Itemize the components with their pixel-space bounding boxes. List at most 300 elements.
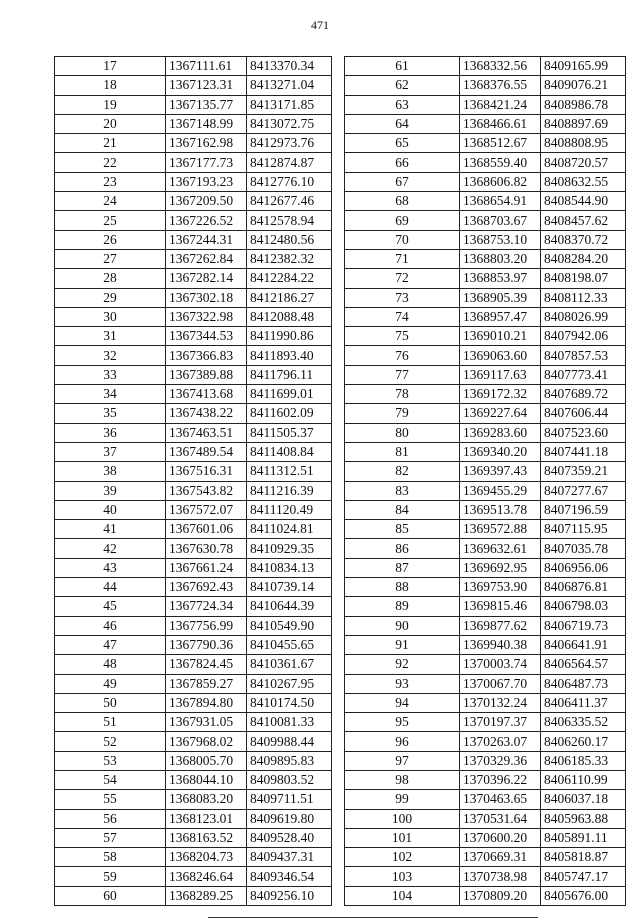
point-number-cell: 71 xyxy=(345,249,460,268)
x-coordinate-cell: 1367572.07 xyxy=(166,500,247,519)
table-row xyxy=(345,635,626,654)
y-coordinate-cell: 8413072.75 xyxy=(247,114,332,133)
table-row xyxy=(55,867,332,886)
x-coordinate-cell: 1367516.31 xyxy=(166,462,247,481)
table-row xyxy=(345,57,626,76)
table-row xyxy=(55,597,332,616)
y-coordinate-cell: 8411990.86 xyxy=(247,327,332,346)
x-coordinate-cell: 1367162.98 xyxy=(166,134,247,153)
y-coordinate-cell: 8408284.20 xyxy=(541,249,626,268)
bottom-rule xyxy=(208,917,538,918)
x-coordinate-cell: 1368421.24 xyxy=(460,95,541,114)
table-row xyxy=(55,385,332,404)
point-number-cell: 50 xyxy=(55,693,166,712)
point-number-cell: 94 xyxy=(345,693,460,712)
x-coordinate-cell: 1370669.31 xyxy=(460,848,541,867)
y-coordinate-cell: 8405676.00 xyxy=(541,886,626,905)
y-coordinate-cell: 8405747.17 xyxy=(541,867,626,886)
point-number-cell: 86 xyxy=(345,539,460,558)
x-coordinate-cell: 1369753.90 xyxy=(460,578,541,597)
table-row xyxy=(345,809,626,828)
point-number-cell: 23 xyxy=(55,172,166,191)
point-number-cell: 72 xyxy=(345,269,460,288)
point-number-cell: 91 xyxy=(345,635,460,654)
table-row xyxy=(345,288,626,307)
y-coordinate-cell: 8413370.34 xyxy=(247,57,332,76)
y-coordinate-cell: 8411505.37 xyxy=(247,423,332,442)
point-number-cell: 28 xyxy=(55,269,166,288)
x-coordinate-cell: 1368083.20 xyxy=(166,790,247,809)
table-row xyxy=(345,114,626,133)
table-row xyxy=(55,307,332,326)
x-coordinate-cell: 1367413.68 xyxy=(166,385,247,404)
point-number-cell: 88 xyxy=(345,578,460,597)
table-row xyxy=(55,211,332,230)
x-coordinate-cell: 1370738.98 xyxy=(460,867,541,886)
table-row xyxy=(345,597,626,616)
x-coordinate-cell: 1367244.31 xyxy=(166,230,247,249)
point-number-cell: 81 xyxy=(345,442,460,461)
x-coordinate-cell: 1370197.37 xyxy=(460,713,541,732)
y-coordinate-cell: 8405818.87 xyxy=(541,848,626,867)
x-coordinate-cell: 1367438.22 xyxy=(166,404,247,423)
x-coordinate-cell: 1367344.53 xyxy=(166,327,247,346)
x-coordinate-cell: 1370600.20 xyxy=(460,828,541,847)
table-row xyxy=(345,790,626,809)
point-number-cell: 43 xyxy=(55,558,166,577)
point-number-cell: 42 xyxy=(55,539,166,558)
point-number-cell: 49 xyxy=(55,674,166,693)
point-number-cell: 78 xyxy=(345,385,460,404)
y-coordinate-cell: 8409437.31 xyxy=(247,848,332,867)
y-coordinate-cell: 8409256.10 xyxy=(247,886,332,905)
y-coordinate-cell: 8406411.37 xyxy=(541,693,626,712)
table-row xyxy=(345,423,626,442)
table-row xyxy=(55,462,332,481)
table-row xyxy=(55,520,332,539)
point-number-cell: 99 xyxy=(345,790,460,809)
y-coordinate-cell: 8406185.33 xyxy=(541,751,626,770)
y-coordinate-cell: 8411699.01 xyxy=(247,385,332,404)
x-coordinate-cell: 1368332.56 xyxy=(460,57,541,76)
x-coordinate-cell: 1367543.82 xyxy=(166,481,247,500)
x-coordinate-cell: 1369940.38 xyxy=(460,635,541,654)
table-row xyxy=(345,404,626,423)
table-row xyxy=(55,95,332,114)
table-row xyxy=(55,578,332,597)
table-row xyxy=(345,462,626,481)
table-row xyxy=(55,500,332,519)
x-coordinate-cell: 1369227.64 xyxy=(460,404,541,423)
table-row xyxy=(345,95,626,114)
table-row xyxy=(55,57,332,76)
y-coordinate-cell: 8408897.69 xyxy=(541,114,626,133)
y-coordinate-cell: 8412480.56 xyxy=(247,230,332,249)
point-number-cell: 84 xyxy=(345,500,460,519)
y-coordinate-cell: 8411216.39 xyxy=(247,481,332,500)
point-number-cell: 56 xyxy=(55,809,166,828)
point-number-cell: 32 xyxy=(55,346,166,365)
y-coordinate-cell: 8408720.57 xyxy=(541,153,626,172)
table-row xyxy=(345,770,626,789)
table-row xyxy=(55,770,332,789)
table-row xyxy=(55,423,332,442)
table-row xyxy=(55,346,332,365)
point-number-cell: 66 xyxy=(345,153,460,172)
x-coordinate-cell: 1369513.78 xyxy=(460,500,541,519)
y-coordinate-cell: 8409988.44 xyxy=(247,732,332,751)
x-coordinate-cell: 1369692.95 xyxy=(460,558,541,577)
x-coordinate-cell: 1369010.21 xyxy=(460,327,541,346)
table-row xyxy=(345,848,626,867)
point-number-cell: 24 xyxy=(55,192,166,211)
table-row xyxy=(345,327,626,346)
point-number-cell: 87 xyxy=(345,558,460,577)
x-coordinate-cell: 1368803.20 xyxy=(460,249,541,268)
table-row xyxy=(55,732,332,751)
point-number-cell: 51 xyxy=(55,713,166,732)
table-row xyxy=(345,230,626,249)
y-coordinate-cell: 8411120.49 xyxy=(247,500,332,519)
table-row xyxy=(345,616,626,635)
point-number-cell: 73 xyxy=(345,288,460,307)
x-coordinate-cell: 1368753.10 xyxy=(460,230,541,249)
table-row xyxy=(345,500,626,519)
table-row xyxy=(55,751,332,770)
table-row xyxy=(55,635,332,654)
y-coordinate-cell: 8413171.85 xyxy=(247,95,332,114)
y-coordinate-cell: 8409076.21 xyxy=(541,76,626,95)
table-row xyxy=(55,558,332,577)
y-coordinate-cell: 8411893.40 xyxy=(247,346,332,365)
y-coordinate-cell: 8408632.55 xyxy=(541,172,626,191)
table-row xyxy=(345,153,626,172)
x-coordinate-cell: 1367262.84 xyxy=(166,249,247,268)
y-coordinate-cell: 8406260.17 xyxy=(541,732,626,751)
y-coordinate-cell: 8409619.80 xyxy=(247,809,332,828)
y-coordinate-cell: 8407689.72 xyxy=(541,385,626,404)
x-coordinate-cell: 1367601.06 xyxy=(166,520,247,539)
table-row xyxy=(55,249,332,268)
x-coordinate-cell: 1367123.31 xyxy=(166,76,247,95)
x-coordinate-cell: 1368957.47 xyxy=(460,307,541,326)
table-row xyxy=(55,76,332,95)
y-coordinate-cell: 8412973.76 xyxy=(247,134,332,153)
table-row xyxy=(55,713,332,732)
x-coordinate-cell: 1367282.14 xyxy=(166,269,247,288)
point-number-cell: 53 xyxy=(55,751,166,770)
table-row xyxy=(55,404,332,423)
x-coordinate-cell: 1370329.36 xyxy=(460,751,541,770)
table-row xyxy=(345,346,626,365)
y-coordinate-cell: 8406110.99 xyxy=(541,770,626,789)
x-coordinate-cell: 1370132.24 xyxy=(460,693,541,712)
table-row xyxy=(345,481,626,500)
point-number-cell: 46 xyxy=(55,616,166,635)
y-coordinate-cell: 8410929.35 xyxy=(247,539,332,558)
point-number-cell: 103 xyxy=(345,867,460,886)
table-row xyxy=(345,249,626,268)
y-coordinate-cell: 8406564.57 xyxy=(541,655,626,674)
x-coordinate-cell: 1367894.80 xyxy=(166,693,247,712)
table-row xyxy=(55,848,332,867)
y-coordinate-cell: 8408112.33 xyxy=(541,288,626,307)
table-row xyxy=(345,732,626,751)
x-coordinate-cell: 1368559.40 xyxy=(460,153,541,172)
point-number-cell: 89 xyxy=(345,597,460,616)
point-number-cell: 35 xyxy=(55,404,166,423)
x-coordinate-cell: 1369063.60 xyxy=(460,346,541,365)
y-coordinate-cell: 8406335.52 xyxy=(541,713,626,732)
table-row xyxy=(345,520,626,539)
table-row xyxy=(55,616,332,635)
x-coordinate-cell: 1370067.70 xyxy=(460,674,541,693)
table-row xyxy=(345,693,626,712)
table-row xyxy=(345,751,626,770)
y-coordinate-cell: 8407035.78 xyxy=(541,539,626,558)
point-number-cell: 25 xyxy=(55,211,166,230)
point-number-cell: 100 xyxy=(345,809,460,828)
point-number-cell: 74 xyxy=(345,307,460,326)
y-coordinate-cell: 8406719.73 xyxy=(541,616,626,635)
y-coordinate-cell: 8410455.65 xyxy=(247,635,332,654)
point-number-cell: 67 xyxy=(345,172,460,191)
x-coordinate-cell: 1370263.07 xyxy=(460,732,541,751)
x-coordinate-cell: 1369172.32 xyxy=(460,385,541,404)
x-coordinate-cell: 1368606.82 xyxy=(460,172,541,191)
point-number-cell: 20 xyxy=(55,114,166,133)
y-coordinate-cell: 8407196.59 xyxy=(541,500,626,519)
x-coordinate-cell: 1367226.52 xyxy=(166,211,247,230)
point-number-cell: 63 xyxy=(345,95,460,114)
point-number-cell: 90 xyxy=(345,616,460,635)
x-coordinate-cell: 1369572.88 xyxy=(460,520,541,539)
x-coordinate-cell: 1368204.73 xyxy=(166,848,247,867)
x-coordinate-cell: 1369397.43 xyxy=(460,462,541,481)
x-coordinate-cell: 1367302.18 xyxy=(166,288,247,307)
y-coordinate-cell: 8409711.51 xyxy=(247,790,332,809)
x-coordinate-cell: 1368703.67 xyxy=(460,211,541,230)
y-coordinate-cell: 8410267.95 xyxy=(247,674,332,693)
table-row xyxy=(55,809,332,828)
point-number-cell: 21 xyxy=(55,134,166,153)
x-coordinate-cell: 1368289.25 xyxy=(166,886,247,905)
x-coordinate-cell: 1367931.05 xyxy=(166,713,247,732)
point-number-cell: 61 xyxy=(345,57,460,76)
y-coordinate-cell: 8407523.60 xyxy=(541,423,626,442)
table-row xyxy=(345,134,626,153)
table-row xyxy=(345,578,626,597)
point-number-cell: 69 xyxy=(345,211,460,230)
y-coordinate-cell: 8412382.32 xyxy=(247,249,332,268)
table-row xyxy=(345,307,626,326)
y-coordinate-cell: 8410081.33 xyxy=(247,713,332,732)
x-coordinate-cell: 1368853.97 xyxy=(460,269,541,288)
y-coordinate-cell: 8410174.50 xyxy=(247,693,332,712)
point-number-cell: 58 xyxy=(55,848,166,867)
y-coordinate-cell: 8409346.54 xyxy=(247,867,332,886)
x-coordinate-cell: 1367135.77 xyxy=(166,95,247,114)
y-coordinate-cell: 8411024.81 xyxy=(247,520,332,539)
table-row xyxy=(345,211,626,230)
table-row xyxy=(55,828,332,847)
y-coordinate-cell: 8409165.99 xyxy=(541,57,626,76)
table-row xyxy=(55,481,332,500)
point-number-cell: 47 xyxy=(55,635,166,654)
y-coordinate-cell: 8406037.18 xyxy=(541,790,626,809)
x-coordinate-cell: 1370463.65 xyxy=(460,790,541,809)
x-coordinate-cell: 1367148.99 xyxy=(166,114,247,133)
y-coordinate-cell: 8411408.84 xyxy=(247,442,332,461)
y-coordinate-cell: 8409803.52 xyxy=(247,770,332,789)
y-coordinate-cell: 8406956.06 xyxy=(541,558,626,577)
table-row xyxy=(55,192,332,211)
table-row xyxy=(55,539,332,558)
point-number-cell: 104 xyxy=(345,886,460,905)
x-coordinate-cell: 1370003.74 xyxy=(460,655,541,674)
x-coordinate-cell: 1367209.50 xyxy=(166,192,247,211)
point-number-cell: 36 xyxy=(55,423,166,442)
x-coordinate-cell: 1368044.10 xyxy=(166,770,247,789)
point-number-cell: 77 xyxy=(345,365,460,384)
point-number-cell: 55 xyxy=(55,790,166,809)
table-row xyxy=(55,886,332,905)
x-coordinate-cell: 1368376.55 xyxy=(460,76,541,95)
x-coordinate-cell: 1370809.20 xyxy=(460,886,541,905)
x-coordinate-cell: 1367489.54 xyxy=(166,442,247,461)
y-coordinate-cell: 8407359.21 xyxy=(541,462,626,481)
table-row xyxy=(55,442,332,461)
point-number-cell: 101 xyxy=(345,828,460,847)
table-row xyxy=(345,385,626,404)
point-number-cell: 83 xyxy=(345,481,460,500)
table-row xyxy=(55,172,332,191)
x-coordinate-cell: 1368123.01 xyxy=(166,809,247,828)
x-coordinate-cell: 1369283.60 xyxy=(460,423,541,442)
y-coordinate-cell: 8412186.27 xyxy=(247,288,332,307)
table-row xyxy=(345,365,626,384)
coordinates-table-right xyxy=(344,56,626,906)
x-coordinate-cell: 1367724.34 xyxy=(166,597,247,616)
y-coordinate-cell: 8408808.95 xyxy=(541,134,626,153)
point-number-cell: 44 xyxy=(55,578,166,597)
y-coordinate-cell: 8408198.07 xyxy=(541,269,626,288)
table-row xyxy=(55,693,332,712)
x-coordinate-cell: 1367366.83 xyxy=(166,346,247,365)
table-row xyxy=(55,134,332,153)
point-number-cell: 60 xyxy=(55,886,166,905)
y-coordinate-cell: 8412776.10 xyxy=(247,172,332,191)
table-row xyxy=(345,76,626,95)
point-number-cell: 96 xyxy=(345,732,460,751)
y-coordinate-cell: 8410834.13 xyxy=(247,558,332,577)
point-number-cell: 22 xyxy=(55,153,166,172)
y-coordinate-cell: 8412677.46 xyxy=(247,192,332,211)
page-number: 471 xyxy=(311,18,329,32)
point-number-cell: 98 xyxy=(345,770,460,789)
y-coordinate-cell: 8407277.67 xyxy=(541,481,626,500)
y-coordinate-cell: 8406876.81 xyxy=(541,578,626,597)
x-coordinate-cell: 1369877.62 xyxy=(460,616,541,635)
point-number-cell: 62 xyxy=(345,76,460,95)
point-number-cell: 80 xyxy=(345,423,460,442)
y-coordinate-cell: 8411796.11 xyxy=(247,365,332,384)
point-number-cell: 27 xyxy=(55,249,166,268)
x-coordinate-cell: 1369632.61 xyxy=(460,539,541,558)
y-coordinate-cell: 8407115.95 xyxy=(541,520,626,539)
table-row xyxy=(345,713,626,732)
x-coordinate-cell: 1367692.43 xyxy=(166,578,247,597)
point-number-cell: 82 xyxy=(345,462,460,481)
y-coordinate-cell: 8406798.03 xyxy=(541,597,626,616)
x-coordinate-cell: 1367177.73 xyxy=(166,153,247,172)
y-coordinate-cell: 8410361.67 xyxy=(247,655,332,674)
table-row xyxy=(55,153,332,172)
point-number-cell: 33 xyxy=(55,365,166,384)
point-number-cell: 31 xyxy=(55,327,166,346)
table-row xyxy=(345,886,626,905)
coordinates-table-left xyxy=(54,56,332,906)
point-number-cell: 97 xyxy=(345,751,460,770)
table-row xyxy=(55,327,332,346)
x-coordinate-cell: 1369455.29 xyxy=(460,481,541,500)
y-coordinate-cell: 8405891.11 xyxy=(541,828,626,847)
table-row xyxy=(345,192,626,211)
table-row xyxy=(55,365,332,384)
table-row xyxy=(345,269,626,288)
table-row xyxy=(345,539,626,558)
y-coordinate-cell: 8410644.39 xyxy=(247,597,332,616)
point-number-cell: 34 xyxy=(55,385,166,404)
point-number-cell: 85 xyxy=(345,520,460,539)
y-coordinate-cell: 8407773.41 xyxy=(541,365,626,384)
point-number-cell: 18 xyxy=(55,76,166,95)
y-coordinate-cell: 8408370.72 xyxy=(541,230,626,249)
point-number-cell: 40 xyxy=(55,500,166,519)
x-coordinate-cell: 1368512.67 xyxy=(460,134,541,153)
point-number-cell: 26 xyxy=(55,230,166,249)
point-number-cell: 54 xyxy=(55,770,166,789)
x-coordinate-cell: 1370396.22 xyxy=(460,770,541,789)
point-number-cell: 92 xyxy=(345,655,460,674)
table-row xyxy=(55,674,332,693)
x-coordinate-cell: 1368466.61 xyxy=(460,114,541,133)
x-coordinate-cell: 1367389.88 xyxy=(166,365,247,384)
table-row xyxy=(345,674,626,693)
y-coordinate-cell: 8412578.94 xyxy=(247,211,332,230)
point-number-cell: 19 xyxy=(55,95,166,114)
table-row xyxy=(55,288,332,307)
point-number-cell: 57 xyxy=(55,828,166,847)
point-number-cell: 79 xyxy=(345,404,460,423)
point-number-cell: 68 xyxy=(345,192,460,211)
x-coordinate-cell: 1367463.51 xyxy=(166,423,247,442)
table-row xyxy=(345,172,626,191)
x-coordinate-cell: 1368005.70 xyxy=(166,751,247,770)
y-coordinate-cell: 8411602.09 xyxy=(247,404,332,423)
table-row xyxy=(345,867,626,886)
point-number-cell: 29 xyxy=(55,288,166,307)
table-row xyxy=(55,114,332,133)
y-coordinate-cell: 8405963.88 xyxy=(541,809,626,828)
x-coordinate-cell: 1367111.61 xyxy=(166,57,247,76)
x-coordinate-cell: 1369340.20 xyxy=(460,442,541,461)
x-coordinate-cell: 1368654.91 xyxy=(460,192,541,211)
y-coordinate-cell: 8406487.73 xyxy=(541,674,626,693)
y-coordinate-cell: 8412284.22 xyxy=(247,269,332,288)
x-coordinate-cell: 1367193.23 xyxy=(166,172,247,191)
table-row xyxy=(55,790,332,809)
